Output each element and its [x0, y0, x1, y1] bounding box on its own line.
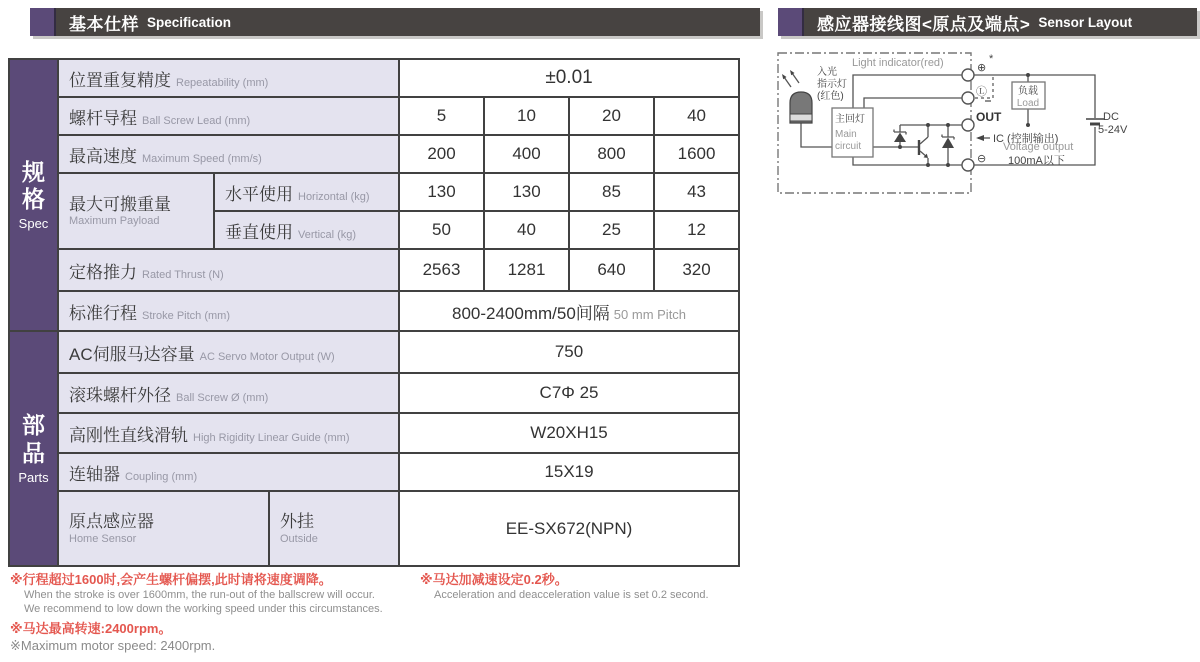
- table-row: [9, 249, 739, 291]
- horizontal-value-4: 43: [654, 173, 739, 211]
- current-limit-label: 100mA以下: [1008, 155, 1065, 167]
- main-circuit-zh: 主回灯: [835, 114, 865, 125]
- speed-value-4: 1600: [654, 135, 739, 173]
- table-row: [9, 373, 739, 413]
- led-label-zh3: (红色): [817, 91, 844, 102]
- section-parts-zh: 部品: [22, 412, 45, 466]
- sensor-layout-header-bar: [778, 8, 1197, 36]
- thrust-value-2: 1281: [484, 249, 569, 291]
- table-row: [9, 453, 739, 491]
- stroke-value: 800-2400mm/50间隔 50 mm Pitch: [399, 291, 739, 331]
- vertical-value-1: 50: [399, 211, 484, 249]
- vertical-value-2: 40: [484, 211, 569, 249]
- dc-label-1: DC: [1103, 111, 1119, 123]
- wire-led: [801, 123, 832, 147]
- terminal-indicator: [962, 92, 974, 104]
- table-row: [9, 413, 739, 453]
- section-spec-zh: 规格: [22, 158, 45, 212]
- wire-plus-rail: [853, 75, 968, 108]
- note-motor-speed-en: ※Maximum motor speed: 2400rpm.: [10, 638, 216, 653]
- terminal-minus: [962, 159, 974, 171]
- light-ray-arrows-icon: [782, 70, 799, 87]
- specification-title-en: Specification: [147, 14, 232, 30]
- table-row: [9, 331, 739, 373]
- specification-title-zh: 基本仕样: [69, 14, 139, 34]
- note-stroke-zh: ※行程超过1600时,会产生螺杆偏摆,此时请将速度调降。: [10, 572, 332, 587]
- note-accel-en: Acceleration and deacceleration value is set 0.2 second.: [434, 589, 709, 601]
- spec-table: [8, 58, 740, 567]
- load-label-en: Load: [1016, 98, 1040, 109]
- row-home-sensor-label: 原点感应器 Home Sensor: [58, 491, 269, 566]
- load-label-zh: 负载: [1018, 86, 1038, 97]
- lead-value-1: 5: [399, 97, 484, 135]
- led-label-zh1: 入光: [817, 67, 837, 78]
- transistor-icon: [919, 125, 928, 165]
- footnotes-right: [420, 571, 750, 602]
- footnotes-left: [10, 571, 410, 655]
- row-guide-label: 高刚性直线滑轨 High Rigidity Linear Guide (mm): [58, 413, 399, 453]
- screw-value: C7Φ 25: [399, 373, 739, 413]
- row-stroke-label: 标准行程 Stroke Pitch (mm): [58, 291, 399, 331]
- plus-symbol: ⊕: [977, 62, 987, 74]
- table-row: [9, 97, 739, 135]
- row-coupling-label: 连轴器 Coupling (mm): [58, 453, 399, 491]
- lead-value-4: 40: [654, 97, 739, 135]
- ic-label: IC (控制输出): [993, 133, 1059, 145]
- section-spec: [9, 59, 58, 331]
- terminal-out: [962, 119, 974, 131]
- row-motor-label: AC伺服马达容量 AC Servo Motor Output (W): [58, 331, 399, 373]
- ic-arrow-icon: [976, 135, 990, 141]
- thrust-value-3: 640: [569, 249, 654, 291]
- sensor-layout-title-zh: 感应器接线图<原点及端点>: [817, 14, 1031, 34]
- section-parts-en: Parts: [18, 469, 49, 485]
- zener-diode-icon: [894, 125, 906, 147]
- dc-label-2: 5-24V: [1098, 124, 1128, 136]
- led-icon: [790, 92, 812, 123]
- table-row: [9, 291, 739, 331]
- note-motor-speed-zh: ※马达最高转速:2400rpm。: [10, 621, 172, 636]
- repeatability-value: ±0.01: [399, 59, 739, 97]
- row-horizontal-label: 水平使用 Horizontal (kg): [214, 173, 399, 211]
- lead-value-2: 10: [484, 97, 569, 135]
- section-parts: [9, 331, 58, 566]
- terminal-circles: [962, 69, 974, 171]
- speed-value-1: 200: [399, 135, 484, 173]
- row-vertical-label: 垂直使用 Vertical (kg): [214, 211, 399, 249]
- specification-header-bar: [30, 8, 760, 36]
- purple-accent-square: [30, 8, 56, 36]
- guide-value: W20XH15: [399, 413, 739, 453]
- row-payload-label: 最大可搬重量 Maximum Payload: [58, 173, 214, 249]
- purple-accent-square: [778, 8, 804, 36]
- horizontal-value-1: 130: [399, 173, 484, 211]
- note-stroke-en-2: We recommend to low down the working speed under this circumstances.: [24, 603, 383, 615]
- main-circuit-en2: circuit: [835, 141, 862, 152]
- table-row: [9, 173, 739, 211]
- row-thrust-label: 定格推力 Rated Thrust (N): [58, 249, 399, 291]
- voltage-output-label: Voltage output: [1003, 141, 1074, 153]
- led-label-zh2: 指示灯: [817, 79, 847, 90]
- lead-value-3: 20: [569, 97, 654, 135]
- speed-value-2: 400: [484, 135, 569, 173]
- speed-value-3: 800: [569, 135, 654, 173]
- zener-diode-icon: [942, 125, 954, 165]
- horizontal-value-3: 85: [569, 173, 654, 211]
- wire-zero-rail: [853, 157, 968, 165]
- coupling-value: 15X19: [399, 453, 739, 491]
- sensor-layout-title-en: Sensor Layout: [1038, 14, 1133, 30]
- table-row: [9, 491, 739, 566]
- table-row: [9, 59, 739, 97]
- row-lead-label: 螺杆导程 Ball Screw Lead (mm): [58, 97, 399, 135]
- row-home-sensor-outside-label: 外挂 Outside: [269, 491, 399, 566]
- row-repeatability-label: 位置重复精度 Repeatability (mm): [58, 59, 399, 97]
- row-screw-label: 滚珠螺杆外径 Ball Screw Ø (mm): [58, 373, 399, 413]
- motor-value: 750: [399, 331, 739, 373]
- table-row: [9, 135, 739, 173]
- l-symbol: Ⓛ: [976, 86, 987, 98]
- wire-indicator: [864, 98, 968, 108]
- minus-symbol: ⊖: [977, 153, 987, 165]
- home-sensor-value: EE-SX672(NPN): [399, 491, 739, 566]
- thrust-value-1: 2563: [399, 249, 484, 291]
- row-speed-label: 最高速度 Maximum Speed (mm/s): [58, 135, 399, 173]
- horizontal-value-2: 130: [484, 173, 569, 211]
- out-label: OUT: [976, 110, 1002, 124]
- star-footnote: *: [989, 53, 994, 65]
- thrust-value-4: 320: [654, 249, 739, 291]
- light-indicator-label: Light indicator(red): [852, 57, 944, 69]
- note-stroke-en-1: When the stroke is over 1600mm, the run-out of the ballscrew will occur.: [24, 589, 375, 601]
- terminal-plus: [962, 69, 974, 81]
- main-circuit-en1: Main: [835, 129, 857, 140]
- note-accel-zh: ※马达加减速设定0.2秒。: [420, 572, 568, 587]
- section-spec-en: Spec: [18, 216, 49, 232]
- vertical-value-3: 25: [569, 211, 654, 249]
- sensor-wiring-diagram: [775, 45, 1200, 210]
- vertical-value-4: 12: [654, 211, 739, 249]
